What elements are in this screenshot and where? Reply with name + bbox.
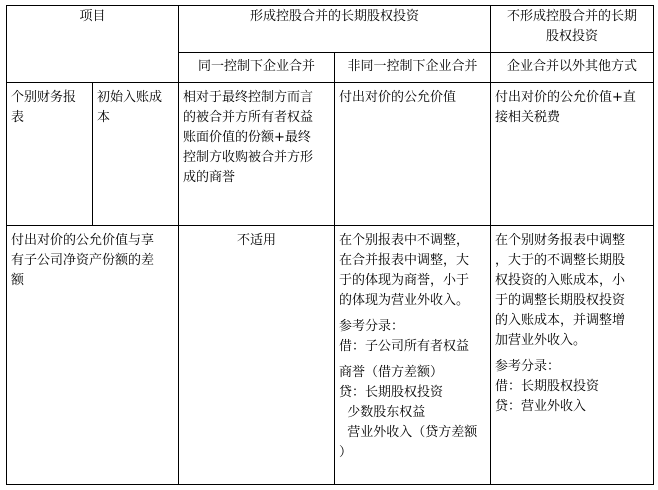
row2-non-same-line: 的体现为营业外收入。 — [339, 293, 470, 308]
row2-non-same-control — [335, 231, 490, 463]
header-non-control — [491, 7, 653, 47]
row1-label-a — [7, 88, 92, 128]
row1-other-method — [491, 88, 653, 128]
row2-label-line: 额 — [11, 273, 25, 288]
row1-label-b — [93, 88, 178, 128]
row2-other-line: ，大于的不调整长期股 — [495, 253, 626, 268]
header-non-same-control — [335, 57, 490, 77]
row1-other-line2: 接相关税费 — [495, 110, 561, 125]
row2-other-line: 加营业外收入。 — [495, 333, 587, 348]
header-same-control-text: 同一控制下企业合并 — [197, 59, 315, 74]
row2-non-same-ref-line: 贷：长期股权投资 — [339, 385, 444, 400]
row1-same-control-line: 的被合并方所有者权益 — [183, 110, 314, 125]
row2-other-ref-line2: 贷：营业外收入 — [495, 399, 587, 414]
row2-label — [7, 231, 178, 291]
header-other-method — [491, 57, 653, 77]
row1-non-same-control-text: 付出对价的公允价值 — [339, 90, 457, 105]
row1-label-a-line2: 表 — [11, 110, 25, 125]
header-divider — [178, 52, 654, 53]
row2-non-same-ref-line: ） — [339, 445, 353, 460]
row1-same-control — [179, 88, 334, 188]
row2-non-same-line: 在合并报表中调整，大 — [339, 253, 470, 268]
header-control-group — [179, 7, 490, 27]
header-bottom — [6, 82, 654, 83]
header-non-control-line1: 不形成控股合并的长期 — [506, 9, 637, 24]
row1-label-a-line1: 个别财务报 — [11, 90, 77, 105]
row2-non-same-line: 于的体现为商誉，小于 — [339, 273, 470, 288]
row2-non-same-ref-line1: 借：子公司所有者权益 — [339, 339, 470, 354]
header-control-group-text: 形成控股合并的长期股权投资 — [249, 9, 419, 24]
header-other-method-text: 企业合并以外其他方式 — [506, 59, 637, 74]
row2-other-method — [491, 231, 653, 417]
row2-other-line: 在个别财务报表中调整 — [495, 233, 626, 248]
row2-non-same-ref-line: 营业外收入（贷方差额 — [339, 425, 478, 440]
row2-label-line: 付出对价的公允价值与享 — [11, 233, 155, 248]
row2-other-line: 于的调整长期股权投资 — [495, 293, 626, 308]
row1-same-control-line: 相对于最终控制方而言 — [183, 90, 314, 105]
row1-non-same-control — [335, 88, 490, 108]
row2-other-ref-label: 参考分录： — [495, 359, 561, 374]
row1-other-line1: 付出对价的公允价值+直 — [495, 90, 636, 105]
row2-same-control-text: 不适用 — [236, 233, 276, 248]
row1-same-control-line: 成的商誉 — [183, 170, 236, 185]
row2-other-line: 的入账成本，并调整增 — [495, 313, 626, 328]
header-non-same-control-text: 非同一控制下企业合并 — [347, 59, 478, 74]
row2-other-line: 权投资的入账成本，小 — [495, 273, 626, 288]
row2-same-control — [179, 231, 334, 251]
row2-non-same-line: 在个别报表中不调整， — [339, 233, 470, 248]
row2-non-same-ref-label: 参考分录： — [339, 319, 405, 334]
row1-label-b-line2: 本 — [97, 110, 111, 125]
row1-same-control-line: 账面价值的份额+最终 — [183, 130, 311, 145]
row-divider — [6, 225, 654, 226]
row2-other-ref-line1: 借：长期股权投资 — [495, 379, 600, 394]
table-border-top — [6, 5, 654, 6]
header-item — [7, 7, 178, 27]
row1-same-control-line: 控制方收购被合并方形 — [183, 150, 314, 165]
header-same-control — [179, 57, 334, 77]
row2-label-line: 有子公司净资产份额的差 — [11, 253, 155, 268]
table-border-bottom — [6, 484, 654, 485]
row2-non-same-ref-line: 少数股东权益 — [339, 405, 426, 420]
header-item-text: 项目 — [79, 9, 106, 24]
row1-label-b-line1: 初始入账成 — [97, 90, 163, 105]
header-non-control-line2: 股权投资 — [545, 29, 598, 44]
table-border-right — [653, 5, 654, 485]
row2-non-same-ref-line: 商誉（借方差额） — [339, 365, 444, 380]
